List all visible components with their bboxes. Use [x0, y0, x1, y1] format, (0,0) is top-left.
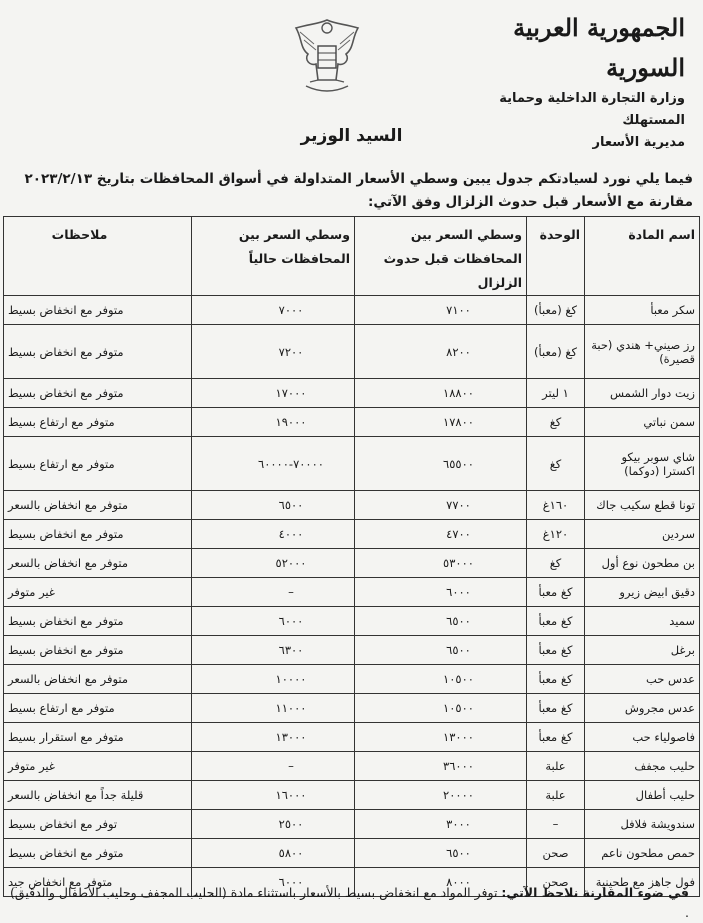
price-before-cell: ٨٢٠٠ [355, 325, 527, 379]
unit-cell: كغ معبأ [527, 694, 585, 723]
directorate-name: مديرية الأسعار [592, 135, 685, 150]
unit-cell: علبة [527, 752, 585, 781]
table-row [4, 549, 700, 578]
price-now-cell: ٧٢٠٠ [192, 325, 355, 379]
notes-cell: متوفر مع انخفاض بسيط [4, 839, 192, 868]
header-now: وسطي السعر بين المحافظات حالياً [192, 217, 355, 296]
header-unit: الوحدة [527, 217, 585, 296]
ministry-name: وزارة التجارة الداخلية وحماية المستهلك [499, 91, 685, 128]
header-before: وسطي السعر بين المحافظات قبل حدوث الزلزال [355, 217, 527, 296]
price-before-cell: ٧٧٠٠ [355, 491, 527, 520]
price-now-cell: ١١٠٠٠ [192, 694, 355, 723]
unit-cell: ١ ليتر [527, 379, 585, 408]
notes-cell: متوفر مع انخفاض بالسعر [4, 665, 192, 694]
table-row [4, 379, 700, 408]
table-row [4, 839, 700, 868]
unit-cell: كغ معبأ [527, 665, 585, 694]
table-row [4, 636, 700, 665]
price-now-cell: – [192, 752, 355, 781]
price-before-cell: ٣٦٠٠٠ [355, 752, 527, 781]
price-now-cell: ٧٠٠٠ [192, 296, 355, 325]
price-before-cell: ٨٠٠٠ [355, 868, 527, 897]
notes-cell: متوفر مع انخفاض بسيط [4, 325, 192, 379]
price-before-cell: ٦٥٠٠ [355, 636, 527, 665]
price-now-cell: ١٣٠٠٠ [192, 723, 355, 752]
price-table-wrapper [4, 216, 700, 897]
item-name-cell: حليب أطفال [585, 781, 700, 810]
notes-cell: متوفر مع انخفاض بالسعر [4, 491, 192, 520]
item-name-cell: فول جاهز مع طحينية [585, 868, 700, 897]
notes-cell: متوفر مع استقرار بسيط [4, 723, 192, 752]
table-row [4, 325, 700, 379]
price-now-cell: ٢٥٠٠ [192, 810, 355, 839]
item-name-cell: دقيق ابيض زيرو [585, 578, 700, 607]
price-before-cell: ١٣٠٠٠ [355, 723, 527, 752]
table-row [4, 491, 700, 520]
notes-cell: متوفر مع انخفاض بسيط [4, 296, 192, 325]
item-name-cell: حليب مجفف [585, 752, 700, 781]
unit-cell: صحن [527, 868, 585, 897]
notes-cell: غير متوفر [4, 578, 192, 607]
price-before-cell: ١٧٨٠٠ [355, 408, 527, 437]
notes-cell: متوفر مع ارتفاع بسيط [4, 408, 192, 437]
price-now-cell: – [192, 578, 355, 607]
item-name-cell: سميد [585, 607, 700, 636]
price-before-cell: ١٠٥٠٠ [355, 665, 527, 694]
notes-cell: متوفر مع انخفاض جيد [4, 868, 192, 897]
country-name: الجمهورية العربية السورية [513, 13, 685, 82]
unit-cell: كغ معبأ [527, 578, 585, 607]
item-name-cell: عدس مجروش [585, 694, 700, 723]
item-name-cell: تونا قطع سكيب جاك [585, 491, 700, 520]
item-name-cell: رز صيني+ هندي (حبة قصيرة) [585, 325, 700, 379]
eagle-emblem-icon [288, 14, 366, 100]
price-before-cell: ١٨٨٠٠ [355, 379, 527, 408]
price-before-cell: ٦٥٠٠ [355, 839, 527, 868]
price-now-cell: ١٦٠٠٠ [192, 781, 355, 810]
table-row [4, 607, 700, 636]
unit-cell: – [527, 810, 585, 839]
table-row [4, 520, 700, 549]
price-before-cell: ٦٥٠٠ [355, 607, 527, 636]
unit-cell: كغ (معبأ) [527, 296, 585, 325]
table-row [4, 781, 700, 810]
footer-lead: في ضوء المقارنة نلاحظ الآتي: [501, 885, 689, 900]
header-notes: ملاحظات [4, 217, 192, 296]
price-now-cell: ٦٠٠٠ [192, 868, 355, 897]
price-now-cell: ١٧٠٠٠ [192, 379, 355, 408]
item-name-cell: سمن نباتي [585, 408, 700, 437]
table-row [4, 437, 700, 491]
price-before-cell: ٤٧٠٠ [355, 520, 527, 549]
item-name-cell: سكر معبأ [585, 296, 700, 325]
notes-cell: غير متوفر [4, 752, 192, 781]
notes-cell: متوفر مع انخفاض بسيط [4, 379, 192, 408]
table-row [4, 810, 700, 839]
table-row [4, 296, 700, 325]
item-name-cell: برغل [585, 636, 700, 665]
unit-cell: كغ معبأ [527, 636, 585, 665]
price-now-cell: ٧٠٠٠٠-٦٠٠٠٠ [192, 437, 355, 491]
footer-text: توفر المواد مع انخفاض بسيط بالأسعار باستثناء مادة (الحليب المجفف وحليب الأطفال والدقيق) . [10, 885, 689, 920]
table-row [4, 694, 700, 723]
unit-cell: كغ معبأ [527, 607, 585, 636]
price-before-cell: ٢٠٠٠٠ [355, 781, 527, 810]
notes-cell: توفر مع انخفاض بسيط [4, 810, 192, 839]
table-header-row [4, 217, 700, 296]
price-now-cell: ٥٨٠٠ [192, 839, 355, 868]
item-name-cell: فاصولياء حب [585, 723, 700, 752]
price-now-cell: ٥٢٠٠٠ [192, 549, 355, 578]
price-before-cell: ٧١٠٠ [355, 296, 527, 325]
table-row [4, 752, 700, 781]
table-row [4, 408, 700, 437]
price-before-cell: ٥٣٠٠٠ [355, 549, 527, 578]
page-title: السيد الوزير [300, 126, 403, 146]
notes-cell: قليلة جداً مع انخفاض بالسعر [4, 781, 192, 810]
unit-cell: صحن [527, 839, 585, 868]
table-row [4, 723, 700, 752]
price-now-cell: ٦٠٠٠ [192, 607, 355, 636]
unit-cell: كغ (معبأ) [527, 325, 585, 379]
price-before-cell: ١٠٥٠٠ [355, 694, 527, 723]
item-name-cell: سردين [585, 520, 700, 549]
item-name-cell: عدس حب [585, 665, 700, 694]
price-now-cell: ٦٥٠٠ [192, 491, 355, 520]
notes-cell: متوفر مع ارتفاع بسيط [4, 694, 192, 723]
price-table [3, 216, 700, 897]
unit-cell: كغ [527, 437, 585, 491]
price-now-cell: ١٠٠٠٠ [192, 665, 355, 694]
table-row [4, 665, 700, 694]
price-before-cell: ٣٠٠٠ [355, 810, 527, 839]
unit-cell: كغ معبأ [527, 723, 585, 752]
item-name-cell: سندويشة فلافل [585, 810, 700, 839]
notes-cell: متوفر مع انخفاض بالسعر [4, 549, 192, 578]
intro-paragraph: فيما يلي نورد لسيادتكم جدول يبين وسطي الأسعار المتداولة في أسواق المحافظات بتاريخ ٢٠٢٣/٢/١٣ مقارنة مع الأسعار قبل حدوث الزلزال وفق الآتي: [24, 171, 693, 210]
unit-cell: ١٦٠غ [527, 491, 585, 520]
header-name: اسم المادة [585, 217, 700, 296]
unit-cell: كغ [527, 549, 585, 578]
price-now-cell: ٤٠٠٠ [192, 520, 355, 549]
unit-cell: علبة [527, 781, 585, 810]
notes-cell: متوفر مع ارتفاع بسيط [4, 437, 192, 491]
price-before-cell: ٦٠٠٠ [355, 578, 527, 607]
unit-cell: ١٢٠غ [527, 520, 585, 549]
unit-cell: كغ [527, 408, 585, 437]
price-now-cell: ٦٣٠٠ [192, 636, 355, 665]
item-name-cell: حمص مطحون ناعم [585, 839, 700, 868]
notes-cell: متوفر مع انخفاض بسيط [4, 607, 192, 636]
price-now-cell: ١٩٠٠٠ [192, 408, 355, 437]
item-name-cell: بن مطحون نوع أول [585, 549, 700, 578]
item-name-cell: زيت دوار الشمس [585, 379, 700, 408]
table-row [4, 578, 700, 607]
notes-cell: متوفر مع انخفاض بسيط [4, 636, 192, 665]
price-before-cell: ٦٥٥٠٠ [355, 437, 527, 491]
item-name-cell: شاي سوبر بيكو اكسترا (دوكما) [585, 437, 700, 491]
footer-note [10, 883, 689, 923]
notes-cell: متوفر مع انخفاض بسيط [4, 520, 192, 549]
